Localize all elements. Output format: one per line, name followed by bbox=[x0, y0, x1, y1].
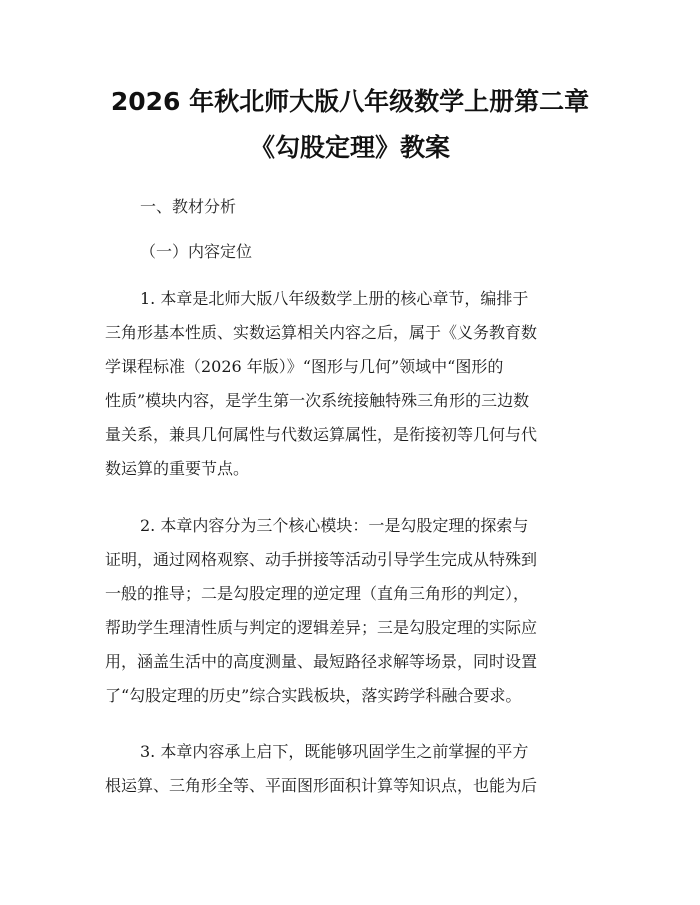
paragraph-line: 3. 本章内容承上启下，既能够巩固学生之前掌握的平方 bbox=[140, 742, 529, 761]
paragraph-line: 了“勾股定理的历史”综合实践板块，落实跨学科融合要求。 bbox=[105, 686, 522, 705]
paragraph-line: 三角形基本性质、实数运算相关内容之后，属于《义务教育数 bbox=[105, 323, 538, 342]
paragraph-line: 1. 本章是北师大版八年级数学上册的核心章节，编排于 bbox=[140, 289, 529, 308]
paragraph-1 bbox=[105, 282, 605, 486]
paragraph-line: 量关系，兼具几何属性与代数运算属性，是衔接初等几何与代 bbox=[105, 425, 538, 444]
paragraph-line: 一般的推导；二是勾股定理的逆定理（直角三角形的判定）， bbox=[105, 584, 530, 603]
paragraph-2 bbox=[105, 509, 605, 713]
paragraph-line: 学课程标准（2026 年版）》“图形与几何”领域中“图形的 bbox=[105, 357, 504, 376]
paragraph-line: 帮助学生理清性质与判定的逻辑差异；三是勾股定理的实际应 bbox=[105, 618, 538, 637]
paragraph-line: 性质”模块内容，是学生第一次系统接触特殊三角形的三边数 bbox=[105, 391, 530, 410]
paragraph-3 bbox=[105, 735, 605, 803]
document-title-line-2: 《勾股定理》教案 bbox=[249, 133, 450, 162]
document-title-line-1: 2026 年秋北师大版八年级数学上册第二章 bbox=[110, 87, 590, 116]
paragraph-line: 数运算的重要节点。 bbox=[105, 459, 250, 478]
paragraph-line: 用，涵盖生活中的高度测量、最短路径求解等场景，同时设置 bbox=[105, 652, 538, 671]
subsection-heading: （一）内容定位 bbox=[140, 242, 253, 261]
section-heading: 一、教材分析 bbox=[140, 197, 237, 216]
paragraph-line: 根运算、三角形全等、平面图形面积计算等知识点，也能为后 bbox=[105, 776, 538, 795]
paragraph-line: 2. 本章内容分为三个核心模块：一是勾股定理的探索与 bbox=[140, 516, 529, 535]
paragraph-line: 证明，通过网格观察、动手拼接等活动引导学生完成从特殊到 bbox=[105, 550, 538, 569]
